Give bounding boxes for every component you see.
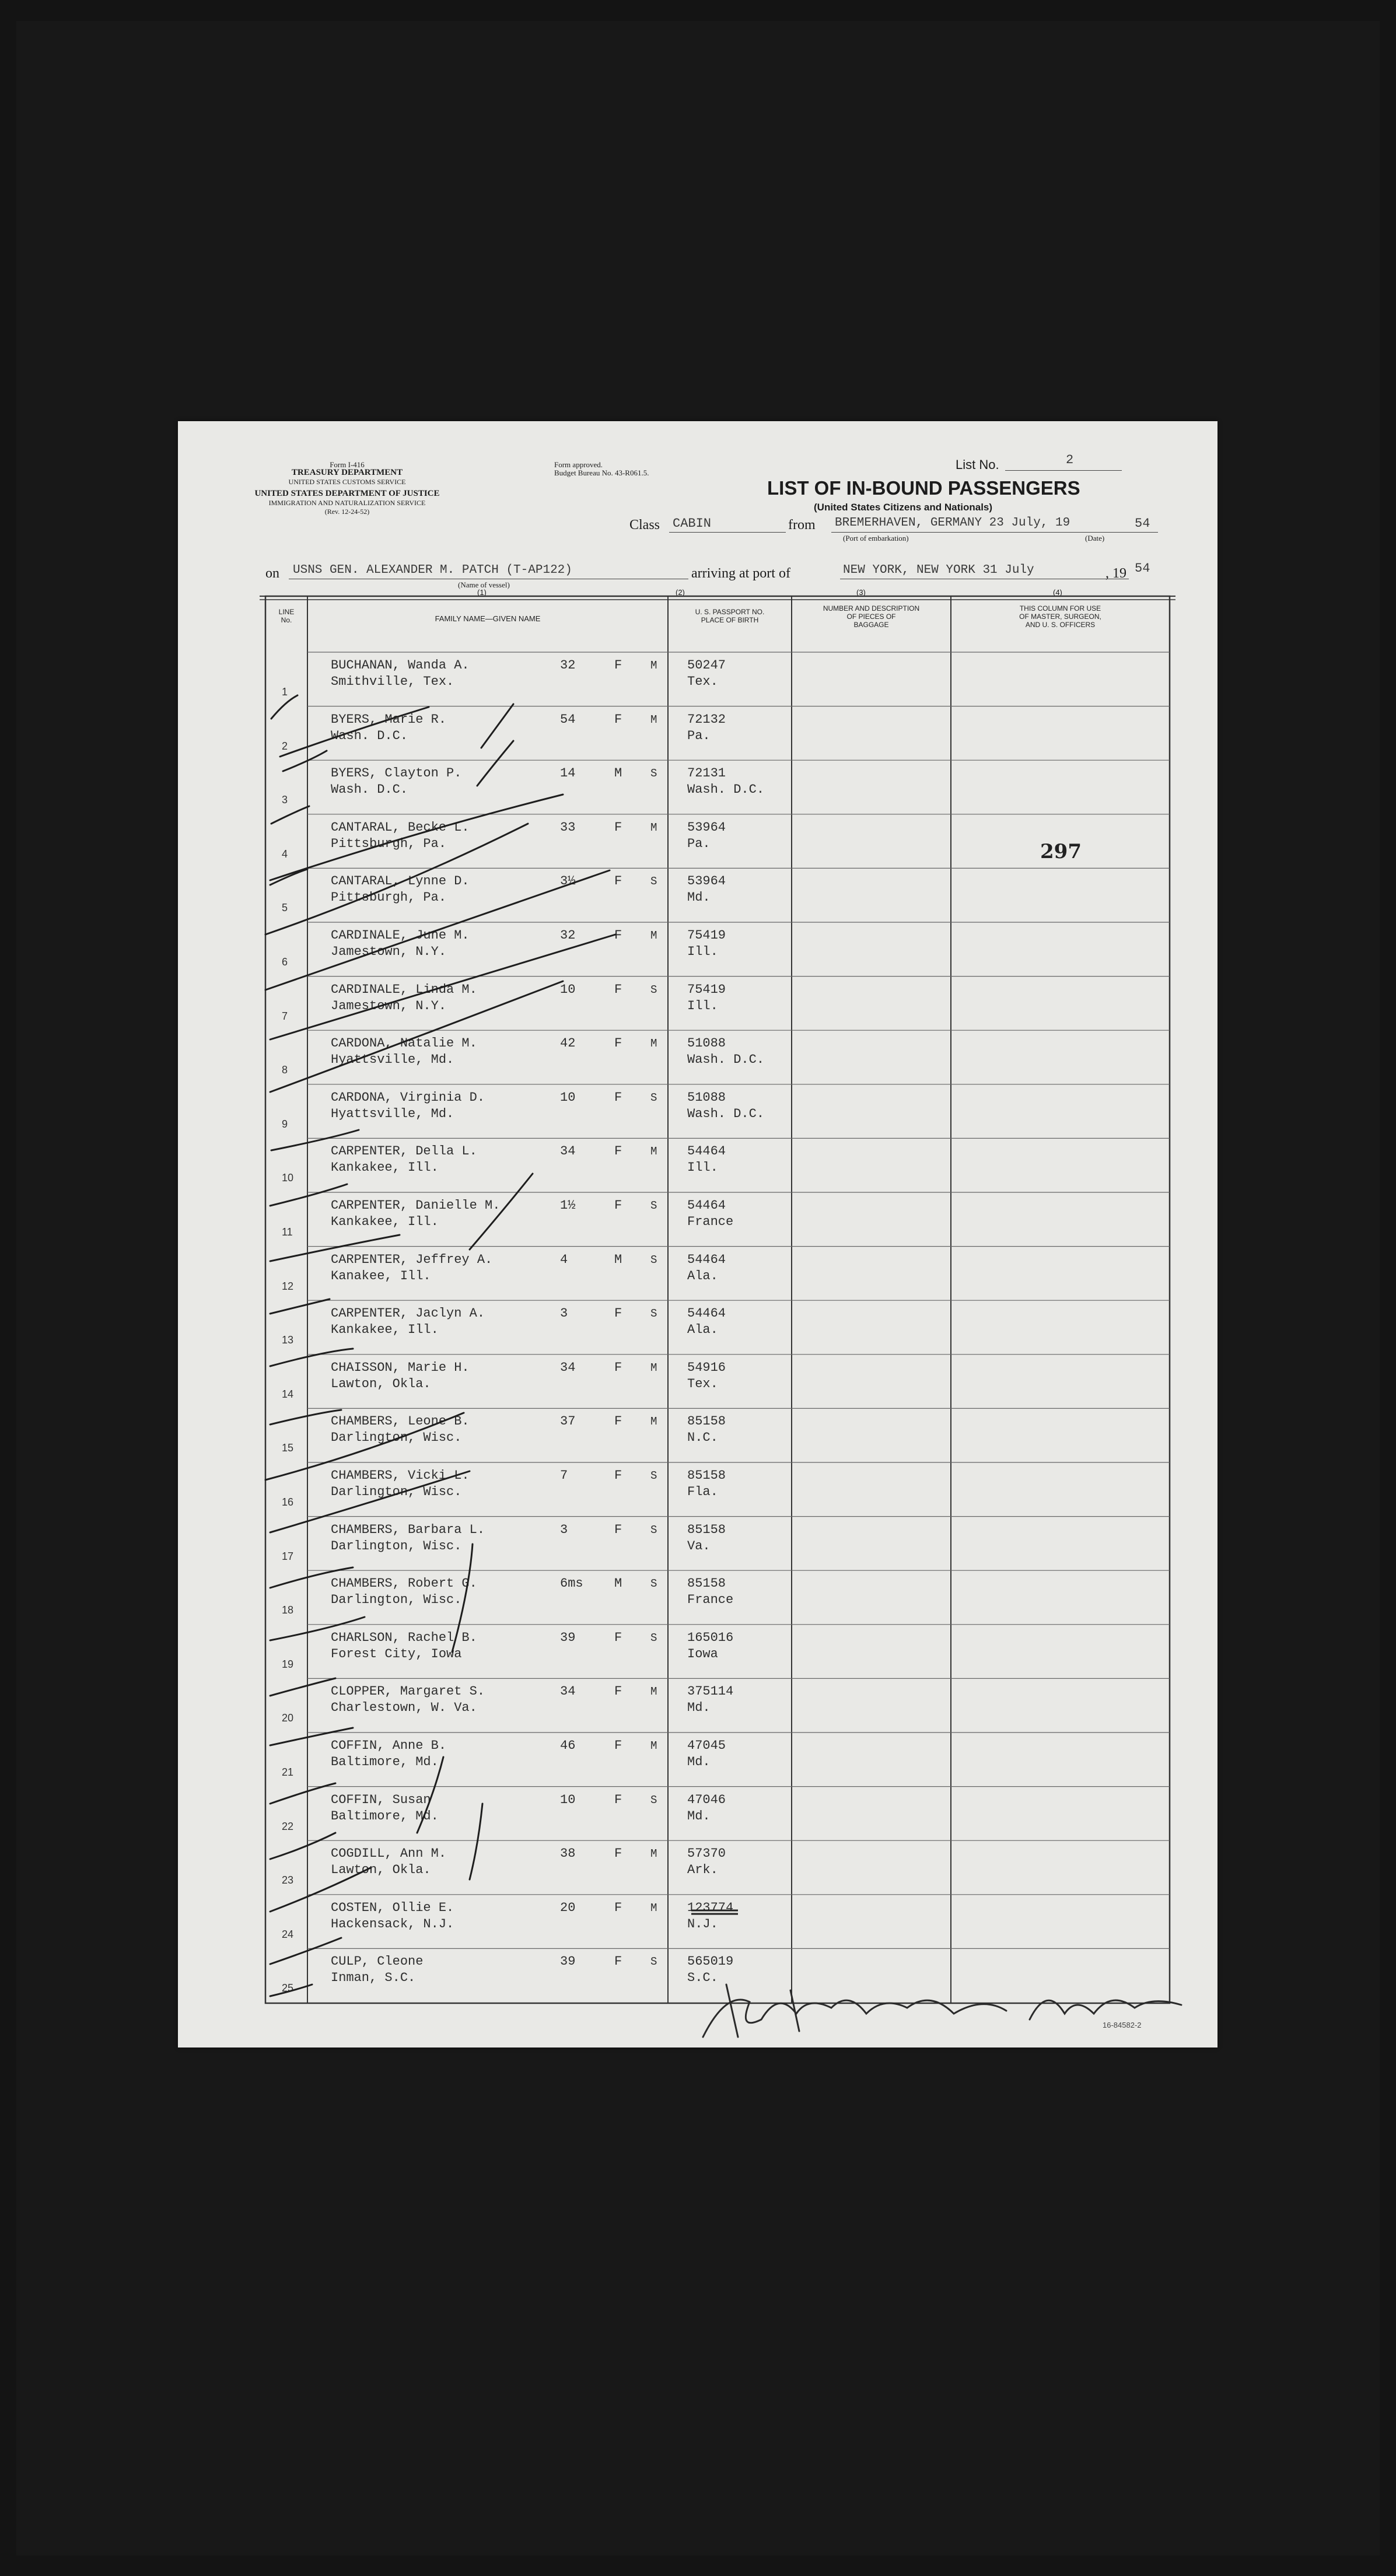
sex: M bbox=[614, 1576, 622, 1591]
passenger-name: CARPENTER, Jeffrey A. bbox=[331, 1252, 493, 1267]
marital-status: S bbox=[650, 1631, 657, 1644]
passenger-name: CARPENTER, Jaclyn A. bbox=[331, 1306, 485, 1321]
marital-status: S bbox=[650, 1793, 657, 1807]
line-number: 11 bbox=[282, 1226, 293, 1238]
arrival-year-prefix: , 19 bbox=[1105, 566, 1126, 581]
residence: Wash. D.C. bbox=[331, 728, 408, 743]
age: 3 bbox=[560, 1306, 568, 1321]
passport-number: 54464 bbox=[687, 1252, 726, 1267]
from-label: from bbox=[788, 517, 816, 533]
marital-status: M bbox=[650, 1685, 657, 1699]
passport-number: 565019 bbox=[687, 1954, 734, 1969]
place-of-birth: S.C. bbox=[687, 1971, 718, 1986]
manifest-page bbox=[178, 421, 1217, 2048]
passenger-name: CHARLSON, Rachel B. bbox=[331, 1630, 477, 1645]
marital-status: S bbox=[650, 1253, 657, 1266]
age: 33 bbox=[560, 820, 576, 835]
line-number: 9 bbox=[282, 1118, 288, 1130]
header-passport: U. S. PASSPORT NO. PLACE OF BIRTH bbox=[695, 608, 765, 624]
place-of-birth: Wash. D.C. bbox=[687, 1052, 765, 1068]
on-label: on bbox=[265, 566, 279, 581]
marital-status: S bbox=[650, 767, 657, 780]
place-of-birth: Ill. bbox=[687, 944, 718, 959]
marital-status: S bbox=[650, 1307, 657, 1321]
place-of-birth: Md. bbox=[687, 890, 711, 905]
place-of-birth: Md. bbox=[687, 1755, 711, 1769]
sex: F bbox=[614, 658, 622, 673]
sex: F bbox=[614, 1144, 622, 1159]
line-number: 1 bbox=[282, 686, 288, 698]
budget-bureau: Budget Bureau No. 43-R061.5. bbox=[554, 468, 649, 477]
sex: F bbox=[614, 874, 622, 889]
col-number-2: (2) bbox=[676, 588, 685, 597]
marital-status: S bbox=[650, 1469, 657, 1482]
age: 32 bbox=[560, 658, 576, 673]
vessel-name: USNS GEN. ALEXANDER M. PATCH (T-AP122) bbox=[293, 564, 572, 577]
arrival-year: 54 bbox=[1135, 561, 1150, 576]
line-number: 20 bbox=[282, 1712, 294, 1724]
embarkation-value: BREMERHAVEN, GERMANY 23 July, 19 bbox=[835, 516, 1070, 530]
residence: Darlington, Wisc. bbox=[331, 1430, 462, 1446]
age: 34 bbox=[560, 1684, 576, 1699]
header-baggage: NUMBER AND DESCRIPTION OF PIECES OF BAGGAGE bbox=[823, 604, 920, 629]
marital-status: M bbox=[650, 1361, 657, 1374]
sex: F bbox=[614, 1522, 622, 1537]
place-of-birth: Tex. bbox=[687, 674, 718, 689]
passenger-name: COFFIN, Susan bbox=[331, 1792, 431, 1807]
form-approved: Form approved. bbox=[554, 460, 603, 469]
passport-number: 50247 bbox=[687, 658, 726, 673]
residence: Kankakee, Ill. bbox=[331, 1214, 439, 1229]
age: 46 bbox=[560, 1738, 576, 1753]
passport-number: 57370 bbox=[687, 1846, 726, 1861]
line-number: 23 bbox=[282, 1874, 294, 1887]
arrival-port: NEW YORK, NEW YORK 31 July bbox=[843, 564, 1034, 577]
passenger-name: CHAMBERS, Barbara L. bbox=[331, 1522, 485, 1537]
age: 4 bbox=[560, 1252, 568, 1267]
age: 42 bbox=[560, 1036, 576, 1051]
place-of-birth: Tex. bbox=[687, 1376, 718, 1391]
passport-number: 51088 bbox=[687, 1036, 726, 1051]
passport-number: 85158 bbox=[687, 1522, 726, 1537]
place-of-birth: France bbox=[687, 1592, 734, 1608]
age: 10 bbox=[560, 1792, 576, 1807]
form-number: Form I-416 bbox=[330, 460, 365, 469]
line-number: 3 bbox=[282, 794, 288, 806]
age: 6ms bbox=[560, 1576, 583, 1591]
age: 3 bbox=[560, 1522, 568, 1537]
passport-number: 123774 bbox=[687, 1900, 734, 1915]
age: 39 bbox=[560, 1630, 576, 1645]
place-of-birth: Wash. D.C. bbox=[687, 1106, 765, 1121]
sex: F bbox=[614, 1414, 622, 1429]
residence: Pittsburgh, Pa. bbox=[331, 836, 447, 851]
marital-status: S bbox=[650, 983, 657, 996]
col-number-3: (3) bbox=[856, 588, 866, 597]
age: 37 bbox=[560, 1414, 576, 1429]
sex: F bbox=[614, 928, 622, 943]
marital-status: S bbox=[650, 1577, 657, 1591]
passenger-name: BUCHANAN, Wanda A. bbox=[331, 658, 470, 673]
residence: Lawton, Okla. bbox=[331, 1376, 431, 1391]
header-family-name: FAMILY NAME—GIVEN NAME bbox=[435, 614, 541, 623]
place-of-birth: Fla. bbox=[687, 1485, 718, 1499]
immigration-service: IMMIGRATION AND NATURALIZATION SERVICE bbox=[268, 499, 426, 507]
line-number: 19 bbox=[282, 1658, 294, 1670]
passenger-name: BYERS, Marie R. bbox=[331, 712, 447, 727]
page-title: LIST OF IN-BOUND PASSENGERS bbox=[767, 477, 1080, 499]
sex: F bbox=[614, 1036, 622, 1051]
residence: Pittsburgh, Pa. bbox=[331, 890, 447, 905]
age: 1½ bbox=[560, 1198, 576, 1213]
residence: Inman, S.C. bbox=[331, 1971, 416, 1986]
passport-number: 47046 bbox=[687, 1792, 726, 1807]
passport-number: 75419 bbox=[687, 928, 726, 943]
sex: F bbox=[614, 1900, 622, 1915]
sex: F bbox=[614, 1630, 622, 1645]
passenger-name: CHAMBERS, Robert G. bbox=[331, 1576, 477, 1591]
age: 14 bbox=[560, 766, 576, 781]
sex: F bbox=[614, 820, 622, 835]
passenger-name: CHAMBERS, Vicki L. bbox=[331, 1468, 470, 1483]
residence: Kanakee, Ill. bbox=[331, 1268, 431, 1283]
passenger-name: CHAISSON, Marie H. bbox=[331, 1360, 470, 1375]
place-of-birth: N.J. bbox=[687, 1916, 718, 1931]
line-number: 13 bbox=[282, 1334, 294, 1346]
sex: F bbox=[614, 1792, 622, 1807]
marital-status: M bbox=[650, 1145, 657, 1158]
passport-number: 85158 bbox=[687, 1414, 726, 1429]
marital-status: M bbox=[650, 713, 657, 726]
line-number: 7 bbox=[282, 1010, 288, 1022]
class-label: Class bbox=[629, 517, 660, 533]
residence: Charlestown, W. Va. bbox=[331, 1700, 477, 1716]
age: 20 bbox=[560, 1900, 576, 1915]
line-number: 12 bbox=[282, 1280, 294, 1292]
place-of-birth: Wash. D.C. bbox=[687, 782, 765, 797]
treasury-department: TREASURY DEPARTMENT bbox=[291, 468, 403, 477]
residence: Jamestown, N.Y. bbox=[331, 944, 447, 959]
line-number: 17 bbox=[282, 1550, 294, 1562]
place-of-birth: Pa. bbox=[687, 836, 711, 851]
header-officers: THIS COLUMN FOR USE OF MASTER, SURGEON, AND U. S. OFFICERS bbox=[1019, 604, 1101, 629]
embarkation-year: 54 bbox=[1135, 516, 1150, 531]
passport-number: 375114 bbox=[687, 1684, 734, 1699]
line-number: 2 bbox=[282, 740, 288, 752]
age: 39 bbox=[560, 1954, 576, 1969]
place-of-birth: Va. bbox=[687, 1538, 711, 1553]
age: 34 bbox=[560, 1144, 576, 1159]
passenger-name: CARDINALE, June M. bbox=[331, 928, 470, 943]
sex: F bbox=[614, 1090, 622, 1105]
marital-status: S bbox=[650, 875, 657, 888]
marital-status: M bbox=[650, 1901, 657, 1915]
age: 38 bbox=[560, 1846, 576, 1861]
passport-number: 53964 bbox=[687, 874, 726, 889]
passport-number: 72131 bbox=[687, 766, 726, 781]
passport-number: 85158 bbox=[687, 1468, 726, 1483]
passport-number: 54464 bbox=[687, 1144, 726, 1159]
passenger-name: COGDILL, Ann M. bbox=[331, 1846, 447, 1861]
passenger-name: CULP, Cleone bbox=[331, 1954, 424, 1969]
revision-date: (Rev. 12-24-52) bbox=[324, 508, 370, 516]
vessel-caption: (Name of vessel) bbox=[458, 580, 510, 589]
residence: Darlington, Wisc. bbox=[331, 1538, 462, 1553]
sex: F bbox=[614, 1954, 622, 1969]
place-of-birth: Ala. bbox=[687, 1268, 718, 1283]
line-number: 22 bbox=[282, 1820, 294, 1832]
residence: Baltimore, Md. bbox=[331, 1808, 439, 1824]
marital-status: M bbox=[650, 1037, 657, 1051]
age: 7 bbox=[560, 1468, 568, 1483]
passenger-name: CHAMBERS, Leone B. bbox=[331, 1414, 470, 1429]
justice-department: UNITED STATES DEPARTMENT OF JUSTICE bbox=[254, 489, 440, 498]
age: 32 bbox=[560, 928, 576, 943]
place-of-birth: Iowa bbox=[687, 1646, 718, 1661]
place-of-birth: Ill. bbox=[687, 1160, 718, 1175]
passenger-name: CARDINALE, Linda M. bbox=[331, 982, 477, 997]
marital-status: M bbox=[650, 929, 657, 942]
date-caption: (Date) bbox=[1085, 534, 1105, 542]
col-number-1: (1) bbox=[477, 588, 487, 597]
passenger-name: CARPENTER, Della L. bbox=[331, 1144, 477, 1159]
sex: F bbox=[614, 982, 622, 997]
list-no-label: List No. bbox=[956, 457, 999, 472]
sex: M bbox=[614, 766, 622, 781]
residence: Lawton, Okla. bbox=[331, 1863, 431, 1878]
residence: Hyattsville, Md. bbox=[331, 1106, 454, 1121]
marital-status: S bbox=[650, 1091, 657, 1104]
place-of-birth: Md. bbox=[687, 1700, 711, 1716]
marital-status: M bbox=[650, 821, 657, 834]
place-of-birth: N.C. bbox=[687, 1430, 718, 1446]
passport-number: 51088 bbox=[687, 1090, 726, 1105]
marital-status: M bbox=[650, 1740, 657, 1752]
residence: Forest City, Iowa bbox=[331, 1646, 462, 1661]
sex: F bbox=[614, 1360, 622, 1375]
sex: F bbox=[614, 1738, 622, 1753]
line-number: 15 bbox=[282, 1442, 294, 1454]
officer-stamp-number: 297 bbox=[1040, 840, 1082, 863]
line-number: 25 bbox=[282, 1982, 294, 1994]
line-number: 5 bbox=[282, 902, 288, 914]
residence: Jamestown, N.Y. bbox=[331, 998, 447, 1013]
customs-service: UNITED STATES CUSTOMS SERVICE bbox=[288, 478, 406, 486]
passenger-name: COSTEN, Ollie E. bbox=[331, 1900, 454, 1915]
passport-number: 53964 bbox=[687, 820, 726, 835]
footer-code: 16-84582-2 bbox=[1103, 2021, 1142, 2029]
line-number: 16 bbox=[282, 1496, 294, 1508]
passenger-name: CARPENTER, Danielle M. bbox=[331, 1198, 501, 1213]
age: 10 bbox=[560, 982, 576, 997]
residence: Wash. D.C. bbox=[331, 782, 408, 797]
passenger-name: CANTARAL, Becke L. bbox=[331, 820, 470, 835]
arriving-label: arriving at port of bbox=[691, 566, 790, 581]
residence: Smithville, Tex. bbox=[331, 674, 454, 689]
marital-status: S bbox=[650, 1199, 657, 1212]
residence: Darlington, Wisc. bbox=[331, 1485, 462, 1499]
passport-number: 72132 bbox=[687, 712, 726, 727]
class-value: CABIN bbox=[673, 516, 712, 531]
residence: Kankakee, Ill. bbox=[331, 1322, 439, 1338]
line-number: 8 bbox=[282, 1064, 288, 1076]
line-number: 18 bbox=[282, 1604, 294, 1616]
line-number: 21 bbox=[282, 1766, 294, 1778]
age: 34 bbox=[560, 1360, 576, 1375]
place-of-birth: France bbox=[687, 1214, 734, 1229]
place-of-birth: Ark. bbox=[687, 1863, 718, 1878]
passenger-name: CARDONA, Natalie M. bbox=[331, 1036, 477, 1051]
place-of-birth: Pa. bbox=[687, 728, 711, 743]
sex: M bbox=[614, 1252, 622, 1267]
col-number-4: (4) bbox=[1053, 588, 1062, 597]
residence: Kankakee, Ill. bbox=[331, 1160, 439, 1175]
age: 10 bbox=[560, 1090, 576, 1105]
passport-number: 54464 bbox=[687, 1198, 726, 1213]
line-number: 14 bbox=[282, 1388, 294, 1400]
sex: F bbox=[614, 1468, 622, 1483]
marital-status: M bbox=[650, 1847, 657, 1861]
port-caption: (Port of embarkation) bbox=[843, 534, 909, 542]
marital-status: M bbox=[650, 659, 657, 672]
line-number: 4 bbox=[282, 848, 288, 860]
line-number: 24 bbox=[282, 1928, 294, 1940]
place-of-birth: Ill. bbox=[687, 998, 718, 1013]
passport-number: 47045 bbox=[687, 1738, 726, 1753]
passenger-name: COFFIN, Anne B. bbox=[331, 1738, 447, 1753]
header-line-no: LINE No. bbox=[278, 608, 295, 624]
residence: Baltimore, Md. bbox=[331, 1755, 439, 1769]
sex: F bbox=[614, 1198, 622, 1213]
passport-number: 54916 bbox=[687, 1360, 726, 1375]
passport-number: 54464 bbox=[687, 1306, 726, 1321]
residence: Darlington, Wisc. bbox=[331, 1592, 462, 1608]
sex: F bbox=[614, 712, 622, 727]
age: 3½ bbox=[560, 874, 576, 889]
residence: Hackensack, N.J. bbox=[331, 1916, 454, 1931]
marital-status: M bbox=[650, 1415, 657, 1429]
line-number: 10 bbox=[282, 1172, 294, 1184]
passenger-name: CLOPPER, Margaret S. bbox=[331, 1684, 485, 1699]
place-of-birth: Ala. bbox=[687, 1322, 718, 1338]
sex: F bbox=[614, 1306, 622, 1321]
marital-status: S bbox=[650, 1955, 657, 1969]
residence: Hyattsville, Md. bbox=[331, 1052, 454, 1068]
passport-number: 75419 bbox=[687, 982, 726, 997]
passenger-name: BYERS, Clayton P. bbox=[331, 766, 462, 781]
page-subtitle: (United States Citizens and Nationals) bbox=[814, 502, 993, 513]
passenger-name: CANTARAL, Lynne D. bbox=[331, 874, 470, 889]
sex: F bbox=[614, 1684, 622, 1699]
age: 54 bbox=[560, 712, 576, 727]
marital-status: S bbox=[650, 1523, 657, 1536]
passenger-name: CARDONA, Virginia D. bbox=[331, 1090, 485, 1105]
passport-number: 85158 bbox=[687, 1576, 726, 1591]
passport-number: 165016 bbox=[687, 1630, 734, 1645]
list-no-value: 2 bbox=[1066, 453, 1074, 467]
sex: F bbox=[614, 1846, 622, 1861]
place-of-birth: Md. bbox=[687, 1808, 711, 1824]
line-number: 6 bbox=[282, 956, 288, 968]
